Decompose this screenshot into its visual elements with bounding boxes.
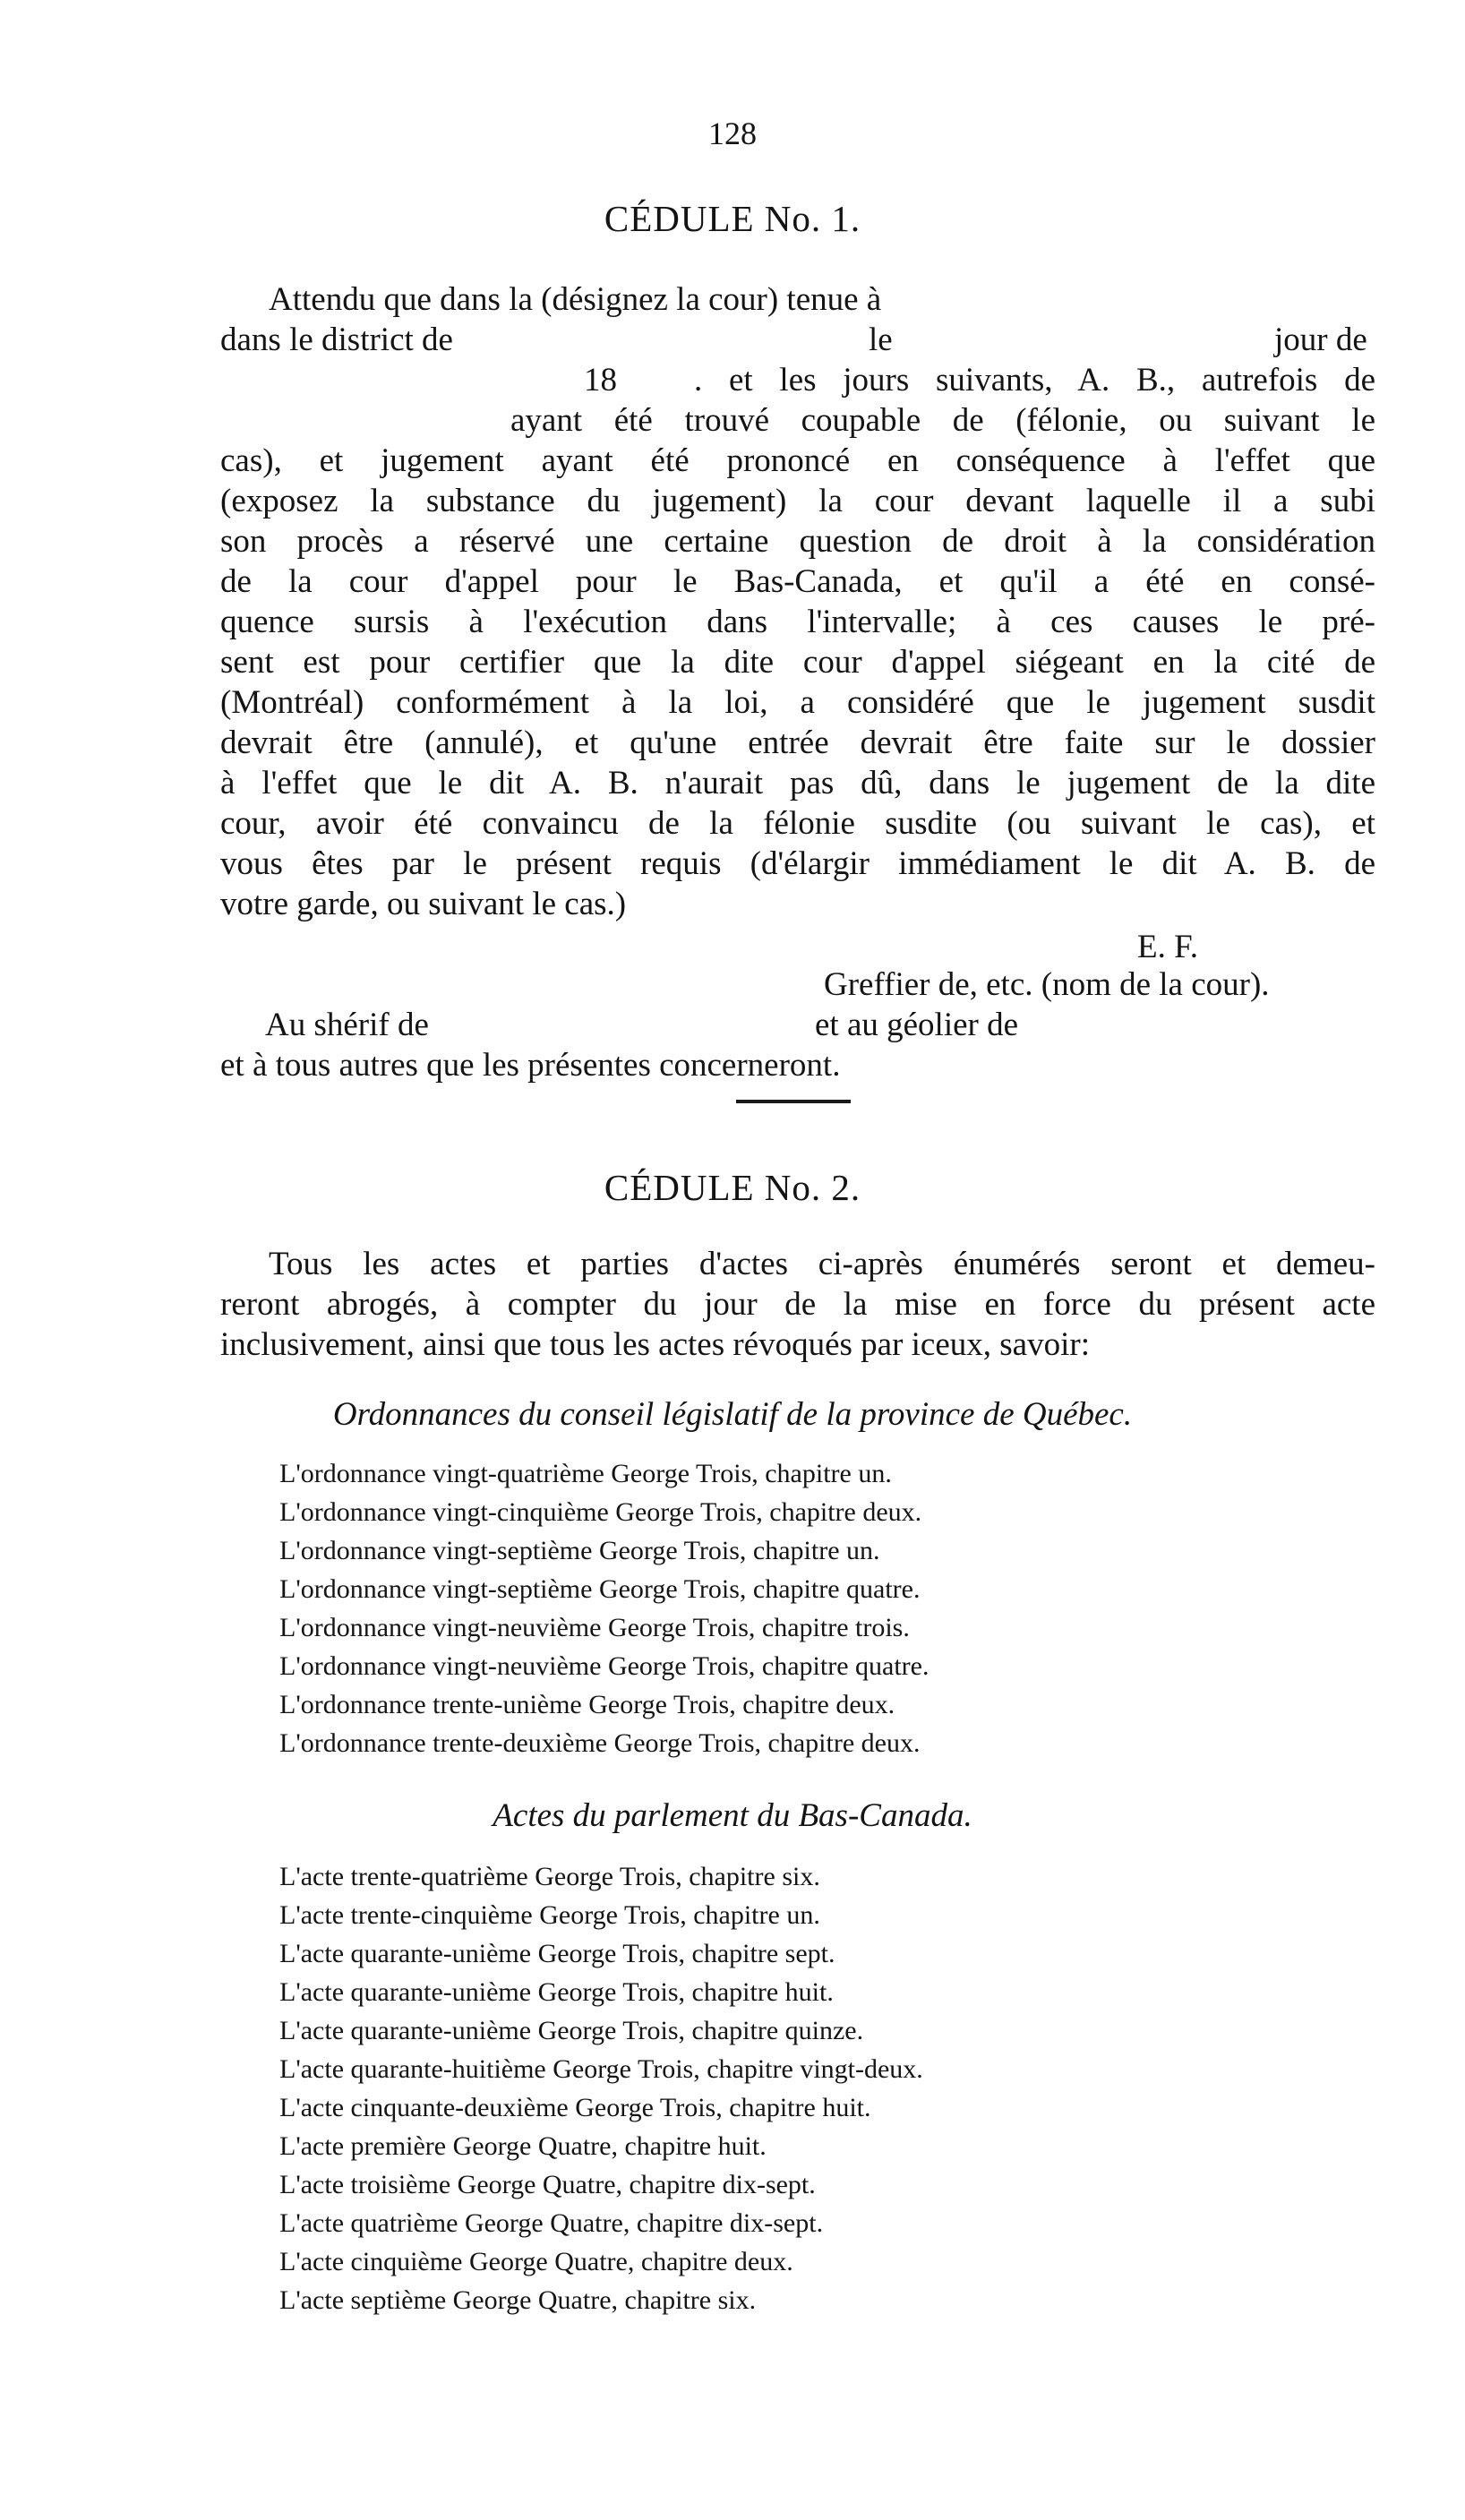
schedule-1-line: Attendu que dans la (désignez la cour) tenue à	[269, 281, 882, 318]
list-item: L'acte trente-cinquième George Trois, chapitre un.	[279, 1900, 820, 1930]
schedule-1-line: sent est pour certifier que la dite cour d'appel siégeant en la cité de	[220, 644, 1375, 681]
schedule-1-line: ayant été trouvé coupable de (félonie, ou suivant le	[510, 402, 1375, 439]
list-item: L'acte septième George Quatre, chapitre six.	[279, 2285, 757, 2315]
list-item: L'ordonnance vingt-quatrième George Trois, chapitre un.	[279, 1459, 892, 1488]
schedule-1-line: (Montréal) conformément à la loi, a considéré que le jugement susdit	[220, 684, 1375, 721]
list-item: L'acte quarante-unième George Trois, chapitre quinze.	[279, 2016, 864, 2045]
schedule-1-line: (exposez la substance du jugement) la cour devant laquelle il a subi	[220, 483, 1375, 519]
list-item: L'acte quarante-huitième George Trois, chapitre vingt-deux.	[279, 2054, 923, 2084]
schedule-2-heading: CÉDULE No. 2.	[604, 1167, 861, 1208]
list-item: L'acte trente-quatrième George Trois, chapitre six.	[279, 1862, 820, 1891]
schedule-1-line: dans le district de	[220, 321, 453, 358]
schedule-1-line: cas), et jugement ayant été prononcé en conséquence à l'effet que	[220, 442, 1375, 479]
schedule-1-line: vous êtes par le présent requis (d'élargir immédiament le dit A. B. de	[220, 845, 1375, 882]
schedule-2-intro-line: inclusivement, ainsi que tous les actes révoqués par iceux, savoir:	[220, 1326, 1090, 1363]
list-item: L'acte première George Quatre, chapitre huit.	[279, 2131, 767, 2161]
list-item: L'ordonnance vingt-cinquième George Trois, chapitre deux.	[279, 1497, 922, 1527]
schedule-1-line: 18	[584, 362, 617, 399]
schedule-1-line: . et les jours suivants, A. B., autrefois de	[694, 362, 1375, 399]
address-sheriff: Au shérif de	[265, 1007, 429, 1043]
schedule-1-line: devrait être (annulé), et qu'une entrée devrait être faite sur le dossier	[220, 724, 1375, 761]
schedule-1-line: à l'effet que le dit A. B. n'aurait pas dû, dans le jugement de la dite	[220, 765, 1375, 801]
section-divider	[736, 1100, 851, 1103]
list-item: L'ordonnance vingt-neuvième George Trois, chapitre trois.	[279, 1613, 910, 1642]
list-item: L'ordonnance vingt-neuvième George Trois, chapitre quatre.	[279, 1651, 930, 1681]
address-others: et à tous autres que les présentes concerneront.	[220, 1047, 841, 1084]
schedule-1-line: de la cour d'appel pour le Bas-Canada, et qu'il a été en consé-	[220, 563, 1375, 600]
list-item: L'ordonnance trente-unième George Trois, chapitre deux.	[279, 1690, 895, 1719]
address-jailer: et au géolier de	[815, 1007, 1019, 1043]
list-item: L'acte cinquième George Quatre, chapitre deux.	[279, 2247, 793, 2276]
schedule-1-line: quence sursis à l'exécution dans l'intervalle; à ces causes le pré-	[220, 604, 1375, 640]
page-number: 128	[708, 116, 757, 151]
schedule-2-intro-line: reront abrogés, à compter du jour de la mise en force du présent acte	[220, 1286, 1375, 1323]
list-item: L'acte troisième George Quatre, chapitre dix-sept.	[279, 2170, 816, 2199]
signature: E. F.	[1137, 929, 1198, 965]
list-item: L'acte quarante-unième George Trois, chapitre huit.	[279, 1977, 834, 2007]
list-item: L'ordonnance vingt-septième George Trois, chapitre quatre.	[279, 1574, 921, 1604]
schedule-1-line: le	[869, 321, 893, 358]
schedule-1-line: votre garde, ou suivant le cas.)	[220, 886, 627, 922]
schedule-2-intro-line: Tous les actes et parties d'actes ci-après énumérés seront et demeu-	[269, 1246, 1375, 1282]
list-item: L'ordonnance trente-deuxième George Trois, chapitre deux.	[279, 1728, 921, 1758]
list-item: L'acte quarante-unième George Trois, chapitre sept.	[279, 1939, 835, 1968]
schedule-1-line: jour de	[1274, 321, 1367, 358]
section-title-actes: Actes du parlement du Bas-Canada.	[493, 1797, 972, 1834]
schedule-1-heading: CÉDULE No. 1.	[604, 198, 861, 239]
clerk-line: Greffier de, etc. (nom de la cour).	[824, 966, 1270, 1003]
list-item: L'ordonnance vingt-septième George Trois, chapitre un.	[279, 1536, 880, 1565]
list-item: L'acte cinquante-deuxième George Trois, chapitre huit.	[279, 2093, 871, 2122]
schedule-1-line: son procès a réservé une certaine question de droit à la considération	[220, 523, 1375, 560]
schedule-1-line: cour, avoir été convaincu de la félonie susdite (ou suivant le cas), et	[220, 805, 1375, 842]
list-item: L'acte quatrième George Quatre, chapitre dix-sept.	[279, 2208, 824, 2238]
section-title-ordonnances: Ordonnances du conseil législatif de la province de Québec.	[332, 1396, 1133, 1433]
